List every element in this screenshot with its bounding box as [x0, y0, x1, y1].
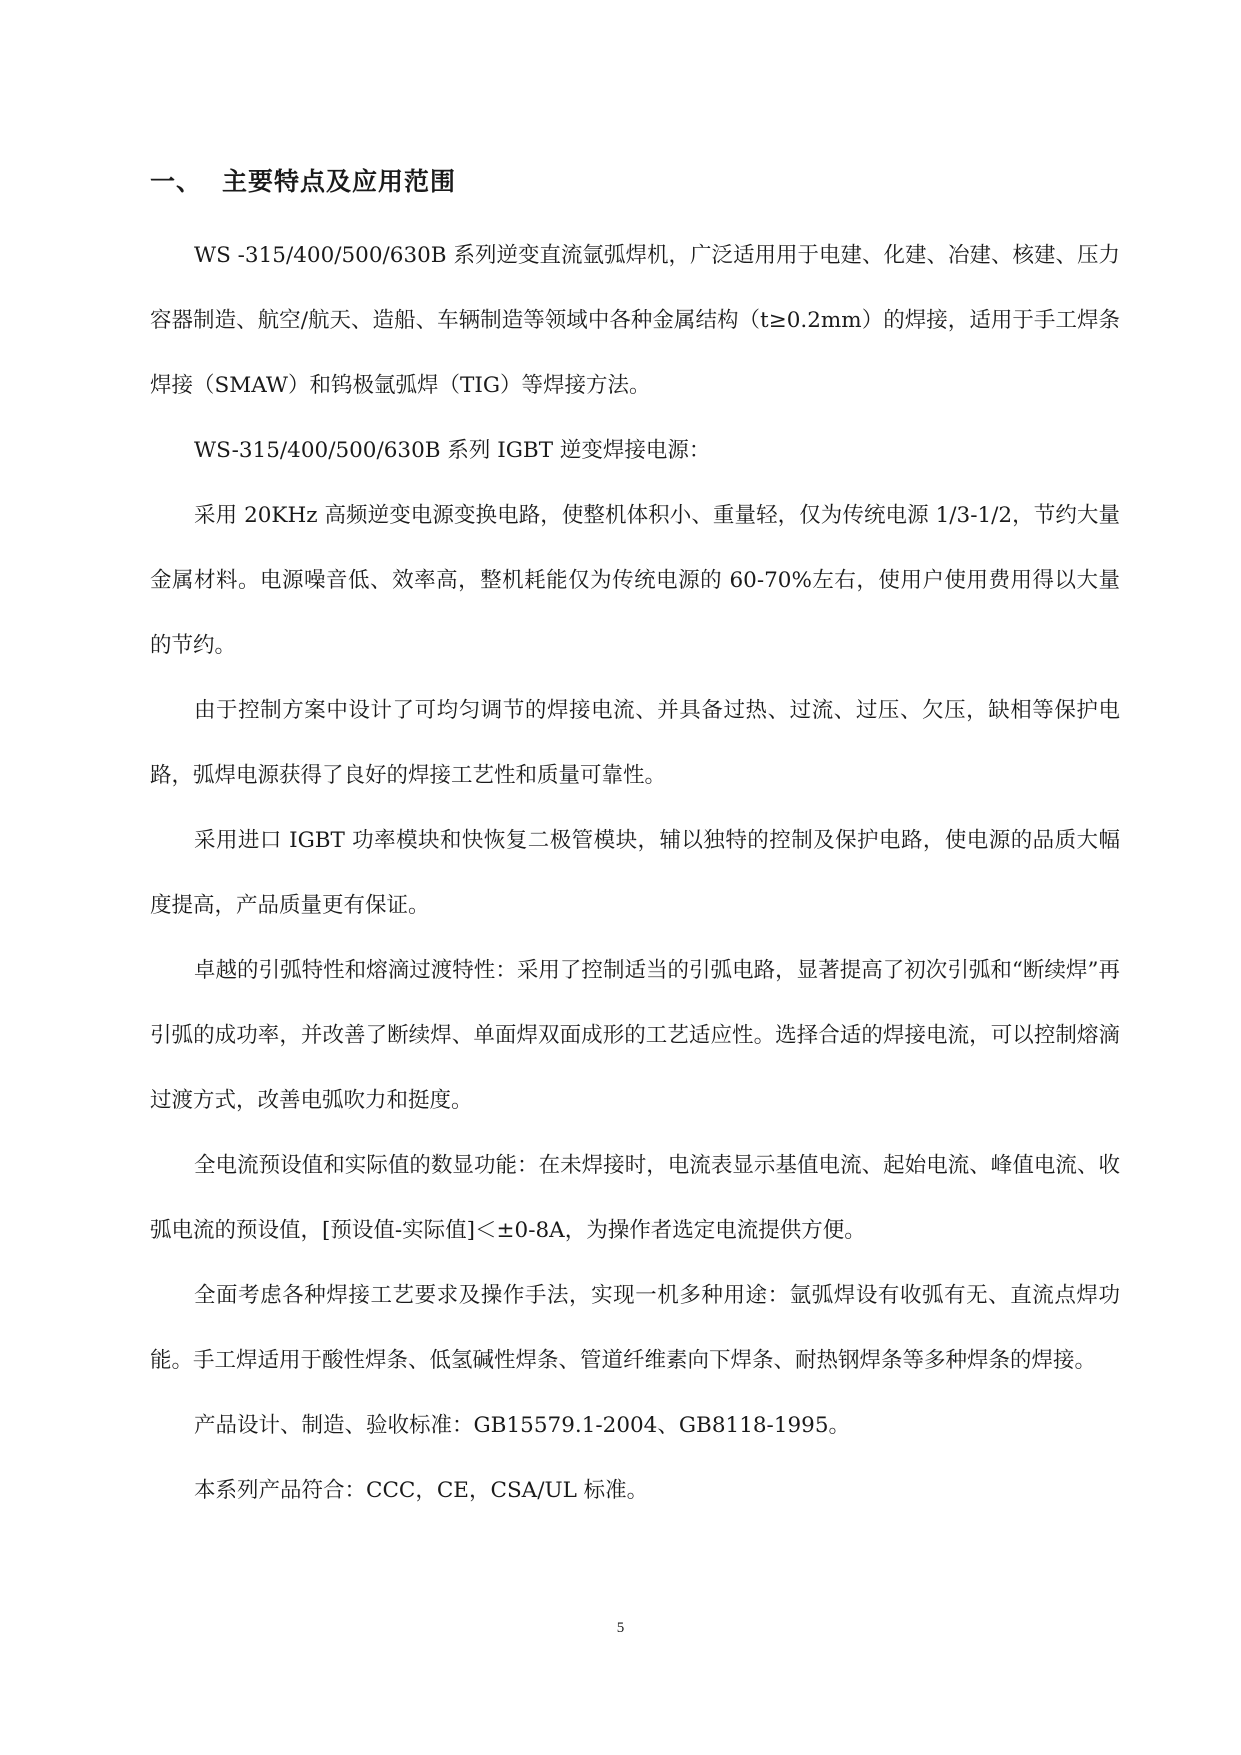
section-title: 主要特点及应用范围 [222, 167, 457, 196]
paragraph-imported-igbt: 采用进口 IGBT 功率模块和快恢复二极管模块，辅以独特的控制及保护电路，使电源的品质大幅度提高，产品质量更有保证。 [150, 828, 1120, 918]
paragraph-standards: 产品设计、制造、验收标准：GB15579.1-2004、GB8118-1995。 [194, 1413, 851, 1438]
paragraph-igbt-intro: WS-315/400/500/630B 系列 IGBT 逆变焊接电源： [194, 438, 711, 463]
paragraph-arc-striking: 卓越的引弧特性和熔滴过渡特性：采用了控制适当的引弧电路，显著提高了初次引弧和“断续焊”再引弧的成功率，并改善了断续焊、单面焊双面成形的工艺适应性。选择合适的焊接电流，可以控制熔滴过渡方式，改善电弧吹力和挺度。 [150, 958, 1120, 1113]
page-number: 5 [616, 1620, 625, 1636]
paragraph-application-scope: WS -315/400/500/630B 系列逆变直流氩弧焊机，广泛适用用于电建、化建、冶建、核建、压力容器制造、航空/航天、造船、车辆制造等领域中各种金属结构（t≥0.2mm）的焊接，适用于手工焊条焊接（SMAW）和钨极氩弧焊（TIG）等焊接方法。 [150, 243, 1120, 398]
body-text [150, 223, 1120, 1523]
paragraph-protection-circuit: 由于控制方案中设计了可均匀调节的焊接电流、并具备过热、过流、过压、欠压，缺相等保护电路，弧焊电源获得了良好的焊接工艺性和质量可靠性。 [150, 698, 1120, 788]
paragraph-high-frequency: 采用 20KHz 高频逆变电源变换电路，使整机体积小、重量轻，仅为传统电源 1/3-1/2，节约大量金属材料。电源噪音低、效率高，整机耗能仅为传统电源的 60-70%左右，使用户使用费用得以大量的节约。 [150, 503, 1120, 658]
paragraph-digital-display: 全电流预设值和实际值的数显功能：在未焊接时，电流表显示基值电流、起始电流、峰值电流、收弧电流的预设值，[预设值-实际值]＜±0-8A，为操作者选定电流提供方便。 [150, 1153, 1120, 1243]
paragraph-multi-purpose: 全面考虑各种焊接工艺要求及操作手法，实现一机多种用途：氩弧焊设有收弧有无、直流点焊功能。手工焊适用于酸性焊条、低氢碱性焊条、管道纤维素向下焊条、耐热钢焊条等多种焊条的焊接。 [150, 1283, 1120, 1373]
section-number: 一、 [150, 167, 203, 196]
paragraph-certifications: 本系列产品符合：CCC，CE，CSA/UL 标准。 [194, 1478, 649, 1503]
section-heading [150, 162, 456, 198]
